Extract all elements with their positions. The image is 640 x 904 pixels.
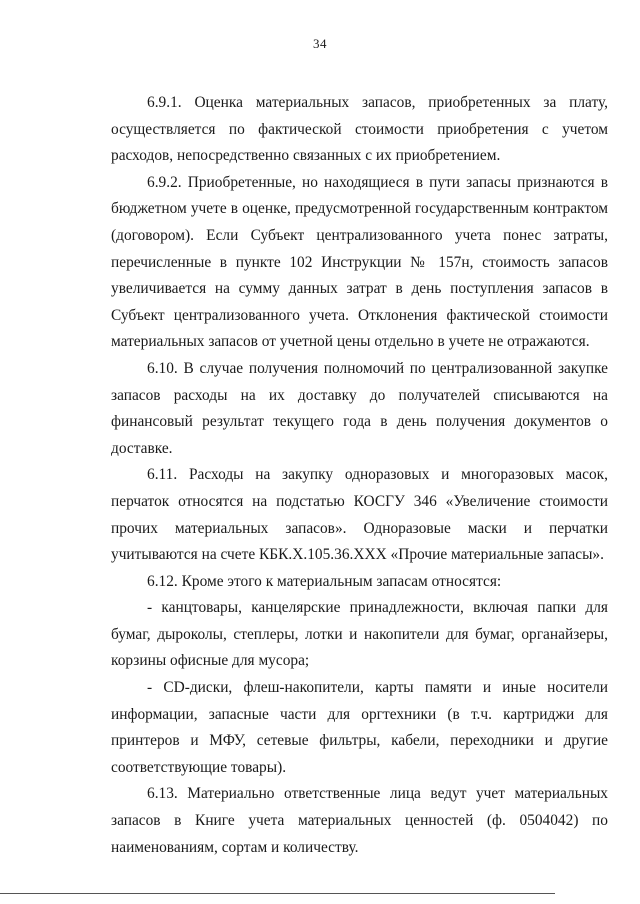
page-number: 34 (313, 36, 327, 51)
list-item-office-supplies: - канцтовары, канцелярские принадлежности, включая папки для бумаг, дыроколы, степлеры, лотки и накопители для бумаг, органайзеры, корзины офисные для мусора; (111, 599, 608, 670)
list-item-storage-media: - CD-диски, флеш-накопители, карты памяти и иные носители информации, запасные части для оргтехники (в т.ч. картриджи для принтеров и МФУ, сетевые фильтры, кабели, переходники и другие соответствующие товары). (111, 679, 608, 776)
paragraph-6-9-2: 6.9.2. Приобретенные, но находящиеся в пути запасы признаются в бюджетном учете в оценке, предусмотренной государственным контрактом (договором). Если Субъект централизованного учета понес затраты, перечисленные в пункте 102 Инструкции № 157н, стоимость запасов увеличивается на сумму данных затрат в день поступления запасов в Субъект централизованного учета. Отклонения фактической стоимости материальных запасов от учетной цены отдельно в учете не отражаются. (111, 173, 608, 351)
paragraph-6-10: 6.10. В случае получения полномочий по централизованной закупке запасов расходы на их доставку до получателей списываются на финансовый результат текущего года в день получения документов о доставке. (111, 359, 608, 457)
paragraph-6-12: 6.12. Кроме этого к материальным запасам относятся: (147, 572, 502, 590)
footer-divider (0, 893, 555, 894)
paragraph-6-13: 6.13. Материально ответственные лица ведут учет материальных запасов в Книге учета материальных ценностей (ф. 0504042) по наименованиям, сортам и количеству. (111, 785, 608, 856)
document-body (111, 90, 608, 861)
paragraph-6-9-1: 6.9.1. Оценка материальных запасов, приобретенных за плату, осуществляется по фактической стоимости приобретения с учетом расходов, непосредственно связанных с их приобретением. (111, 94, 608, 165)
paragraph-6-11: 6.11. Расходы на закупку одноразовых и многоразовых масок, перчаток относятся на подстатью КОСГУ 346 «Увеличение стоимости прочих материальных запасов». Одноразовые маски и перчатки учитываются на счете КБК.Х.105.36.ХХХ «Прочие материальные запасы». (111, 466, 608, 564)
